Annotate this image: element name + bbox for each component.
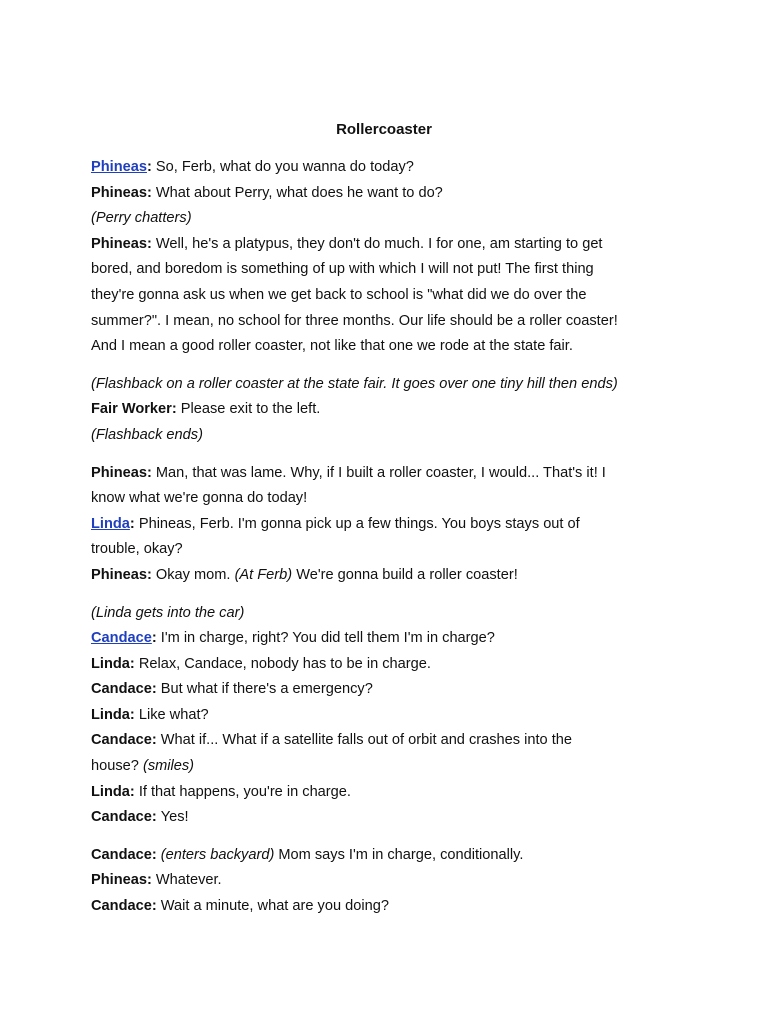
paragraph-gap bbox=[91, 831, 691, 843]
dialogue-text: house? bbox=[91, 758, 139, 775]
speaker-colon: : bbox=[146, 159, 156, 175]
dialogue-text: Mom says I'm in charge, conditionally. bbox=[278, 846, 524, 863]
script-line bbox=[91, 868, 691, 894]
dialogue-text: Man, that was lame. Why, if I built a roller coaster, I would... That's it! I bbox=[155, 464, 606, 481]
speaker-name: Phineas: bbox=[91, 464, 156, 481]
script-line bbox=[91, 309, 691, 335]
dialogue-text: But what if there's a emergency? bbox=[160, 681, 373, 698]
script-line bbox=[91, 652, 691, 678]
dialogue-text: summer?". I mean, no school for three months. Our life should be a roller coaster! bbox=[91, 312, 618, 329]
dialogue-text: Please exit to the left. bbox=[180, 401, 321, 418]
paragraph-gap bbox=[91, 360, 691, 372]
dialogue-text: Wait a minute, what are you doing? bbox=[160, 898, 389, 915]
speaker-name: Linda: bbox=[91, 655, 139, 672]
script-line bbox=[91, 601, 691, 627]
script-line bbox=[91, 334, 691, 360]
script-line bbox=[91, 372, 691, 398]
dialogue-text: We're gonna build a roller coaster! bbox=[296, 566, 518, 583]
stage-direction: (enters backyard) bbox=[160, 846, 275, 863]
speaker-name: Candace: bbox=[91, 809, 161, 826]
dialogue-text: Relax, Candace, nobody has to be in charge. bbox=[138, 655, 431, 672]
script-line bbox=[91, 486, 691, 512]
dialogue-text: Whatever. bbox=[155, 872, 222, 889]
dialogue-text: And I mean a good roller coaster, not like that one we rode at the state fair. bbox=[91, 338, 573, 355]
script-line bbox=[91, 805, 691, 831]
script-line bbox=[91, 206, 691, 232]
script-line bbox=[91, 181, 691, 207]
script-line bbox=[91, 780, 691, 806]
speaker-name: Fair Worker: bbox=[91, 401, 181, 418]
dialogue-text: What if... What if a satellite falls out of orbit and crashes into the bbox=[160, 732, 573, 749]
stage-direction: (smiles) bbox=[142, 758, 195, 775]
script-line bbox=[91, 232, 691, 258]
speaker-name: Phineas: bbox=[91, 235, 156, 252]
speaker-colon: : bbox=[151, 630, 161, 647]
script-line bbox=[91, 754, 691, 780]
dialogue-text: If that happens, you're in charge. bbox=[138, 783, 351, 800]
dialogue-text: I'm in charge, right? You did tell them I'm in charge? bbox=[160, 630, 495, 647]
script-line bbox=[91, 563, 691, 589]
script-line bbox=[91, 677, 691, 703]
script-line bbox=[91, 728, 691, 754]
script-line bbox=[91, 537, 691, 563]
dialogue-text: Yes! bbox=[160, 809, 189, 826]
script-line bbox=[91, 512, 691, 538]
dialogue-text: So, Ferb, what do you wanna do today? bbox=[155, 159, 414, 175]
dialogue-text: know what we're gonna do today! bbox=[91, 490, 308, 507]
dialogue-text: they're gonna ask us when we get back to school is "what did we do over the bbox=[91, 286, 587, 303]
speaker-name: Phineas: bbox=[91, 872, 156, 889]
stage-direction: (Flashback ends) bbox=[91, 426, 203, 443]
speaker-name: Phineas: bbox=[91, 184, 156, 201]
speaker-name: Candace: bbox=[91, 846, 161, 863]
dialogue-text: Like what? bbox=[138, 706, 209, 723]
speaker-name: Candace: bbox=[91, 681, 161, 698]
speaker-link[interactable]: Candace bbox=[91, 630, 152, 647]
dialogue-text: Phineas, Ferb. I'm gonna pick up a few things. You boys stays out of bbox=[138, 515, 580, 532]
speaker-colon: : bbox=[129, 515, 139, 532]
dialogue-text: bored, and boredom is something of up with which I will not put! The first thing bbox=[91, 261, 594, 278]
script-line bbox=[91, 626, 691, 652]
dialogue-text: Well, he's a platypus, they don't do much. I for one, am starting to get bbox=[155, 235, 603, 252]
script-line bbox=[91, 703, 691, 729]
speaker-name: Linda: bbox=[91, 783, 139, 800]
script-line bbox=[91, 257, 691, 283]
dialogue-text: Okay mom. bbox=[155, 566, 231, 583]
page-title: Rollercoaster bbox=[336, 121, 432, 138]
script-line bbox=[91, 283, 691, 309]
stage-direction: (Linda gets into the car) bbox=[91, 604, 245, 621]
dialogue-text: trouble, okay? bbox=[91, 541, 183, 558]
dialogue-text: What about Perry, what does he want to do? bbox=[155, 184, 443, 201]
script-line bbox=[91, 894, 691, 920]
stage-direction: (Flashback on a roller coaster at the state fair. It goes over one tiny hill then ends) bbox=[91, 375, 618, 392]
speaker-link[interactable]: Linda bbox=[91, 515, 130, 532]
paragraph-gap bbox=[91, 449, 691, 461]
script-line bbox=[91, 423, 691, 449]
stage-direction: (Perry chatters) bbox=[91, 210, 192, 227]
speaker-name: Phineas: bbox=[91, 566, 156, 583]
speaker-name: Candace: bbox=[91, 898, 161, 915]
speaker-name: Linda: bbox=[91, 706, 139, 723]
speaker-link[interactable]: Phineas bbox=[91, 159, 147, 175]
script-line bbox=[91, 843, 691, 869]
script-body bbox=[91, 155, 691, 920]
script-line bbox=[91, 397, 691, 423]
script-line bbox=[91, 461, 691, 487]
script-line bbox=[91, 155, 691, 181]
stage-direction: (At Ferb) bbox=[234, 566, 293, 583]
speaker-name: Candace: bbox=[91, 732, 161, 749]
paragraph-gap bbox=[91, 589, 691, 601]
